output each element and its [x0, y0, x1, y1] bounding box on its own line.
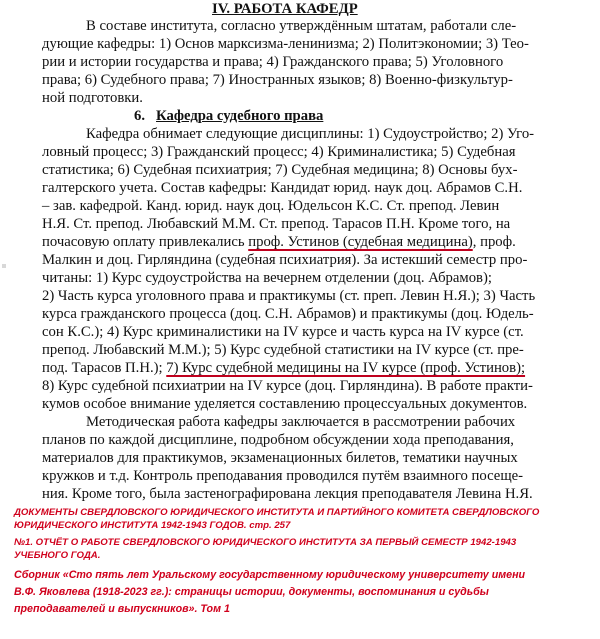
source-caption-line: №1. ОТЧЁТ О РАБОТЕ СВЕРДЛОВСКОГО ЮРИДИЧЕСКОГО ИНСТИТУТА ЗА ПЕРВЫЙ СЕМЕСТР 1942-1943: [14, 537, 517, 548]
text-line: ловный процесс; 3) Гражданский процесс; 4) Криминалистика; 5) Судебная: [42, 144, 516, 160]
book-citation-line: В.Ф. Яковлева (1918-2023 гг.): страницы истории, документы, воспоминания и судьбы: [14, 586, 489, 598]
text-line: читаны: 1) Курс судоустройства на вечернем отделении (доц. Абрамов);: [42, 270, 492, 286]
text-line: курса гражданского процесса (доц. С.Н. Абрамов) и практикумы (доц. Юдель-: [42, 306, 534, 322]
text-line: кружков и т.д. Контроль преподавания проводился путём взаимного посеще-: [42, 468, 524, 484]
scan-artifact: [2, 264, 6, 268]
text-line: 2) Часть курса уголовного права и практикумы (ст. преп. Левин Н.Я.); 3) Часть: [42, 288, 536, 304]
source-caption-line: УЧЕБНОГО ГОДА.: [14, 550, 101, 561]
subsection-title: Кафедра судебного права: [156, 108, 324, 124]
source-caption-line: ДОКУМЕНТЫ СВЕРДЛОВСКОГО ЮРИДИЧЕСКОГО ИНСТИТУТА И ПАРТИЙНОГО КОМИТЕТА СВЕРДЛОВСКОГО: [14, 507, 540, 518]
text-line: Методическая работа кафедры заключается в рассмотрении рабочих: [86, 414, 516, 430]
text-segment: под. Тарасов П.Н.);: [42, 360, 167, 376]
text-line: планов по каждой дисциплине, подробном обсуждении хода преподавания,: [42, 432, 514, 448]
highlighted-text: проф. Устинов (судебная медицина): [248, 234, 473, 250]
text-line: Кафедра обнимает следующие дисциплины: 1) Судоустройство; 2) Уго-: [86, 126, 535, 142]
text-line: ной подготовки.: [42, 90, 143, 106]
subsection-heading: [134, 107, 323, 125]
text-segment: , проф.: [472, 234, 516, 250]
highlighted-text: 7) Курс судебной медицины на IV курсе (проф. Устинов);: [166, 360, 526, 376]
text-line: Малкин и доц. Гирляндина (судебная психиатрия). За истекший семестр про-: [42, 252, 528, 268]
text-line: 8) Курс судебной психиатрии на IV курсе (доц. Гирляндина). В работе практи-: [42, 378, 533, 394]
text-line: дующие кафедры: 1) Основ марксизма-ленинизма; 2) Политэкономии; 3) Тео-: [42, 36, 529, 52]
text-line: материалов для практикумов, экзаменационных билетов, тематики научных: [42, 450, 518, 466]
text-segment: почасовую оплату привлекались: [42, 234, 249, 250]
book-citation-line: Сборник «Сто пять лет Уральскому государственному юридическому университету имени: [14, 569, 526, 581]
text-line: ния. Кроме того, была застенографирована лекция преподавателя Левина Н.Я.: [42, 486, 533, 502]
text-line: права; 6) Судебного права; 7) Иностранных языков; 8) Военно-физкультур-: [42, 72, 513, 88]
text-line: В составе института, согласно утверждённым штатам, работали сле-: [86, 18, 517, 34]
text-line: Н.Я. Ст. препод. Любавский М.М. Ст. препод. Тарасов П.Н. Кроме того, на: [42, 216, 511, 232]
section-heading: IV. РАБОТА КАФЕДР: [212, 1, 358, 17]
text-line: сон К.С.); 4) Курс криминалистики на IV курсе и часть курса на IV курсе (ст.: [42, 324, 524, 340]
text-line: рии и истории государства и права; 4) Гражданского права; 5) Уголовного: [42, 54, 504, 70]
text-line: [42, 233, 516, 251]
text-line: – зав. кафедрой. Канд. юрид. наук доц. Юдельсон К.С. Ст. препод. Левин: [42, 198, 500, 214]
text-line: статистика; 6) Судебная психиатрия; 7) Судебная медицина; 8) Основы бух-: [42, 162, 518, 178]
text-line: галтерского учета. Состав кафедры: Кандидат юрид. наук доц. Абрамов С.Н.: [42, 180, 523, 196]
text-line: препод. Любавский М.М.); 5) Курс судебной статистики на IV курсе (ст. пре-: [42, 342, 524, 358]
source-caption-line: ЮРИДИЧЕСКОГО ИНСТИТУТА 1942-1943 ГОДОВ. стр. 257: [14, 520, 291, 531]
text-line: [42, 359, 525, 377]
book-citation-line: преподавателей и выпускников». Том 1: [14, 603, 230, 615]
text-line: кумов особое внимание уделяется составлению процессуальных документов.: [42, 396, 528, 412]
subsection-number: 6.: [134, 108, 146, 124]
